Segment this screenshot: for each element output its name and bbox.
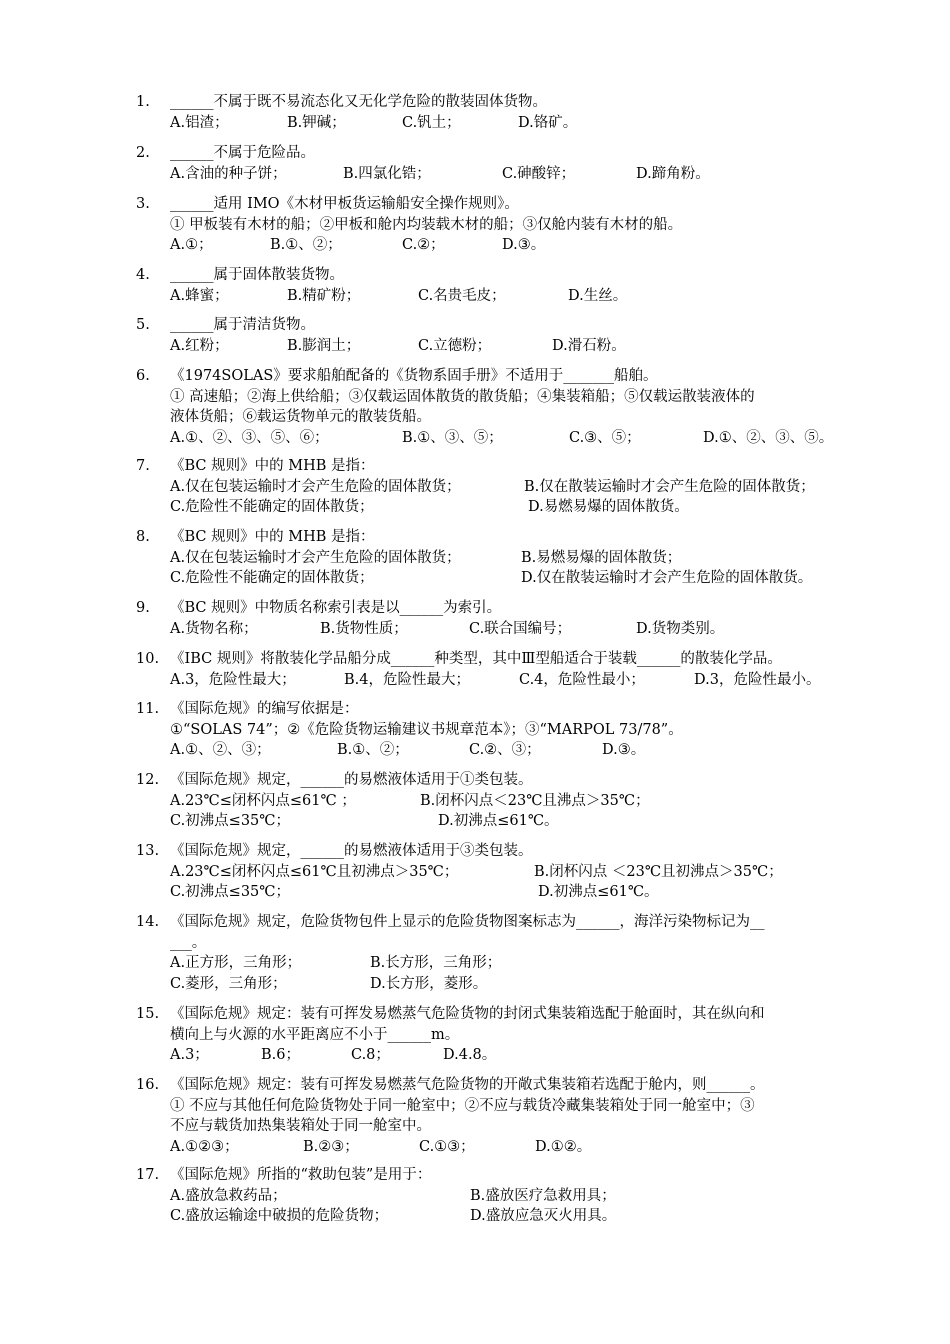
- answer-option: A.①、②、③、⑤、⑥；: [170, 430, 329, 447]
- answer-option: A.蜂蜜；: [170, 287, 229, 304]
- answer-option: D.长方形，菱形。: [370, 976, 488, 993]
- answer-option: B.钾碱；: [287, 114, 346, 131]
- question-number: 11.: [136, 701, 160, 717]
- answer-option: B.②③；: [303, 1139, 359, 1156]
- answer-option: D.初沸点≤61℃。: [538, 884, 659, 901]
- question-stem: ______属于清洁货物。: [170, 317, 315, 333]
- answer-option: A.①、②、③；: [170, 742, 271, 759]
- question-number: 9.: [136, 600, 150, 616]
- answer-option: D.铬矿。: [518, 114, 578, 131]
- answer-option: A.盛放急救药品；: [170, 1187, 287, 1204]
- answer-option: D.4.8。: [443, 1047, 497, 1064]
- answer-option: B.6；: [261, 1047, 300, 1064]
- question-text-line: ① 高速船；②海上供给船；③仅载运固体散货的散货船；④集装箱船；⑤仅载运散装液体的: [170, 388, 755, 405]
- question-number: 3.: [136, 196, 150, 212]
- question-text-line: 不应与载货加热集装箱处于同一舱室中。: [170, 1118, 431, 1135]
- answer-option: B.长方形，三角形；: [370, 955, 502, 972]
- question-stem: 《BC 规则》中的 MHB 是指：: [170, 458, 375, 474]
- question-stem: 《国际危规》规定，______的易燃液体适用于①类包装。: [170, 772, 533, 788]
- question-stem: 《国际危规》规定：装有可挥发易燃蒸气危险货物的开敞式集装箱若选配于舱内，则______。: [170, 1077, 765, 1093]
- answer-option: B.仅在散装运输时才会产生危险的固体散货；: [524, 478, 815, 495]
- answer-option: C.危险性不能确定的固体散货；: [170, 570, 374, 587]
- question-stem: ______不属于既不易流态化又无化学危险的散装固体货物。: [170, 94, 547, 110]
- question-text-line: 横向上与火源的水平距离应不小于______m。: [170, 1026, 460, 1043]
- answer-option: B.精矿粉；: [287, 287, 361, 304]
- answer-option: C.立德粉；: [418, 337, 492, 354]
- answer-option: C.8；: [351, 1047, 390, 1064]
- answer-option: C.初沸点≤35℃；: [170, 813, 291, 830]
- question-number: 7.: [136, 458, 150, 474]
- answer-option: D.①②。: [535, 1139, 592, 1156]
- answer-option: A.正方形，三角形；: [170, 955, 302, 972]
- question-number: 5.: [136, 317, 150, 333]
- answer-option: D.滑石粉。: [552, 337, 626, 354]
- question-text-line: ___。: [170, 934, 207, 951]
- answer-option: B.①、②；: [270, 237, 342, 254]
- answer-option: A.货物名称；: [170, 620, 258, 637]
- question-text-line: 液体货船；⑥载运货物单元的散装货船。: [170, 409, 431, 426]
- answer-option: C.盛放运输途中破损的危险货物；: [170, 1208, 389, 1225]
- question-stem: 《国际危规》规定，危险货物包件上显示的危险货物图案标志为______，海洋污染物标记为__: [170, 914, 765, 930]
- question-number: 14.: [136, 914, 160, 930]
- answer-option: D.仅在散装运输时才会产生危险的固体散货。: [521, 570, 813, 587]
- question-stem: 《BC 规则》中物质名称索引表是以______为索引。: [170, 600, 502, 616]
- answer-option: C.初沸点≤35℃；: [170, 884, 291, 901]
- answer-option: C.联合国编号；: [469, 620, 572, 637]
- answer-option: D.货物类别。: [636, 620, 725, 637]
- question-number: 12.: [136, 772, 160, 788]
- answer-option: C.钒土；: [402, 114, 461, 131]
- question-number: 16.: [136, 1077, 160, 1093]
- answer-option: C.②；: [402, 237, 445, 254]
- question-stem: 《国际危规》所指的“救助包装”是用于：: [170, 1167, 432, 1183]
- question-text-line: ① 甲板装有木材的船；②甲板和舱内均装载木材的船；③仅舱内装有木材的船。: [170, 216, 683, 233]
- answer-option: D.易燃易爆的固体散货。: [528, 499, 689, 516]
- question-number: 15.: [136, 1006, 160, 1022]
- question-text-line: ①“SOLAS 74”；②《危险货物运输建议书规章范本》；③“MARPOL 73/78”。: [170, 721, 683, 738]
- question-stem: ______属于固体散装货物。: [170, 267, 344, 283]
- answer-option: C.菱形，三角形；: [170, 976, 287, 993]
- question-number: 6.: [136, 368, 150, 384]
- answer-option: A.3，危险性最大；: [170, 671, 296, 688]
- answer-option: B.四氯化锆；: [343, 165, 431, 182]
- answer-option: A.含油的种子饼；: [170, 165, 287, 182]
- answer-option: D.①、②、③、⑤。: [703, 430, 834, 447]
- answer-option: B.闭杯闪点 ＜23℃且初沸点＞35℃；: [534, 863, 783, 880]
- question-stem: 《1974SOLAS》要求船舶配备的《货物系固手册》不适用于_______船舶。: [170, 368, 658, 384]
- question-number: 4.: [136, 267, 150, 283]
- answer-option: B.易燃易爆的固体散货；: [521, 549, 682, 566]
- answer-option: B.①、②；: [337, 742, 409, 759]
- question-number: 8.: [136, 529, 150, 545]
- question-number: 13.: [136, 843, 160, 859]
- answer-option: D.③。: [502, 237, 546, 254]
- answer-option: C.①③；: [419, 1139, 475, 1156]
- question-stem: ______适用 IMO《木材甲板货运输船安全操作规则》。: [170, 196, 519, 212]
- answer-option: D.蹄角粉。: [636, 165, 710, 182]
- answer-option: D.3，危险性最小。: [694, 671, 821, 688]
- answer-option: B.货物性质；: [320, 620, 408, 637]
- question-stem: 《国际危规》规定，______的易燃液体适用于③类包装。: [170, 843, 533, 859]
- answer-option: A.①②③；: [170, 1139, 239, 1156]
- answer-option: C.4，危险性最小；: [519, 671, 645, 688]
- answer-option: A.23℃≤闭杯闪点≤61℃且初沸点＞35℃；: [170, 863, 459, 880]
- answer-option: C.危险性不能确定的固体散货；: [170, 499, 374, 516]
- question-stem: ______不属于危险品。: [170, 145, 315, 161]
- answer-option: C.③、⑤；: [569, 430, 641, 447]
- answer-option: A.红粉；: [170, 337, 229, 354]
- question-number: 1.: [136, 94, 150, 110]
- answer-option: D.初沸点≤61℃。: [438, 813, 559, 830]
- answer-option: C.砷酸锌；: [502, 165, 576, 182]
- answer-option: A.23℃≤闭杯闪点≤61℃ ；: [170, 792, 356, 809]
- answer-option: D.生丝。: [568, 287, 628, 304]
- answer-option: A.①；: [170, 237, 213, 254]
- answer-option: A.仅在包装运输时才会产生危险的固体散货；: [170, 549, 461, 566]
- question-number: 17.: [136, 1167, 160, 1183]
- answer-option: B.闭杯闪点＜23℃且沸点＞35℃；: [420, 792, 650, 809]
- answer-option: A.3；: [170, 1047, 209, 1064]
- answer-option: B.膨润土；: [287, 337, 361, 354]
- answer-option: A.铝渣；: [170, 114, 229, 131]
- answer-option: D.③。: [602, 742, 646, 759]
- answer-option: B.4，危险性最大；: [344, 671, 470, 688]
- question-number: 10.: [136, 651, 160, 667]
- question-text-line: ① 不应与其他任何危险货物处于同一舱室中；②不应与载货冷藏集装箱处于同一舱室中；③: [170, 1097, 755, 1114]
- answer-option: C.②、③；: [469, 742, 541, 759]
- answer-option: A.仅在包装运输时才会产生危险的固体散货；: [170, 478, 461, 495]
- answer-option: B.盛放医疗急救用具；: [470, 1187, 616, 1204]
- answer-option: B.①、③、⑤；: [402, 430, 503, 447]
- question-number: 2.: [136, 145, 150, 161]
- answer-option: C.名贵毛皮；: [418, 287, 506, 304]
- question-stem: 《国际危规》的编写依据是：: [170, 701, 359, 717]
- question-stem: 《国际危规》规定：装有可挥发易燃蒸气危险货物的封闭式集装箱选配于舱面时，其在纵向和: [170, 1006, 765, 1022]
- question-stem: 《IBC 规则》将散装化学品船分成______种类型，其中Ⅲ型船适合于装载______的散装化学品。: [170, 651, 782, 667]
- question-stem: 《BC 规则》中的 MHB 是指：: [170, 529, 375, 545]
- answer-option: D.盛放应急灭火用具。: [470, 1208, 617, 1225]
